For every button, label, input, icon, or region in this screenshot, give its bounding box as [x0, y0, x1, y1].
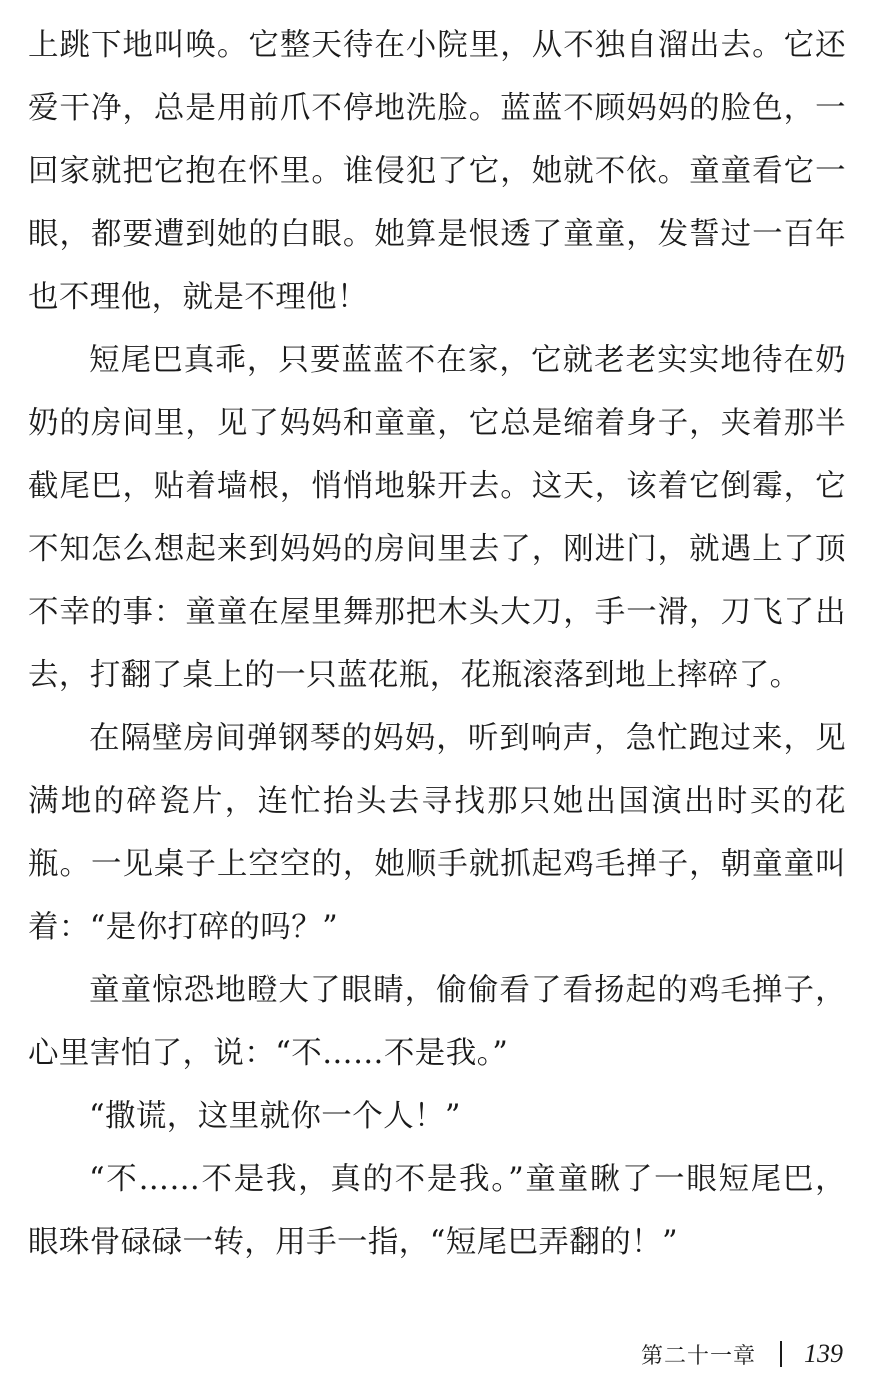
paragraph-4: 童童惊恐地瞪大了眼睛，偷偷看了看扬起的鸡毛掸子，心里害怕了，说：“不……不是我。” [28, 973, 846, 1071]
paragraph-2: 短尾巴真乖，只要蓝蓝不在家，它就老老实实地待在奶奶的房间里，见了妈妈和童童，它总是缩着身子，夹着那半截尾巴，贴着墙根，悄悄地躲开去。这天，该着它倒霉，它不知怎么想起来到妈妈的房间里去了，刚进门，就遇上了顶不幸的事：童童在屋里舞那把木头大刀，手一滑，刀飞了出去，打翻了桌上的一只蓝花瓶，花瓶滚落到地上摔碎了。 [28, 343, 846, 693]
paragraph-5: “撒谎，这里就你一个人！” [89, 1099, 461, 1134]
page-body [28, 14, 846, 1274]
paragraph-6: “不……不是我，真的不是我。”童童瞅了一眼短尾巴，眼珠骨碌碌一转，用手一指，“短尾巴弄翻的！” [28, 1162, 846, 1260]
paragraph-3: 在隔壁房间弹钢琴的妈妈，听到响声，急忙跑过来，见满地的碎瓷片，连忙抬头去寻找那只她出国演出时买的花瓶。一见桌子上空空的，她顺手就抓起鸡毛掸子，朝童童叫着：“是你打碎的吗？” [28, 721, 846, 945]
chapter-title: 第二十一章 [640, 1343, 756, 1369]
footer-divider [780, 1341, 782, 1367]
page-footer [641, 1336, 843, 1372]
paragraph-1: 上跳下地叫唤。它整天待在小院里，从不独自溜出去。它还爱干净，总是用前爪不停地洗脸。蓝蓝不顾妈妈的脸色，一回家就把它抱在怀里。谁侵犯了它，她就不依。童童看它一眼，都要遭到她的白眼。她算是恨透了童童，发誓过一百年也不理他，就是不理他！ [28, 28, 846, 315]
page-number: 139 [804, 1339, 843, 1368]
